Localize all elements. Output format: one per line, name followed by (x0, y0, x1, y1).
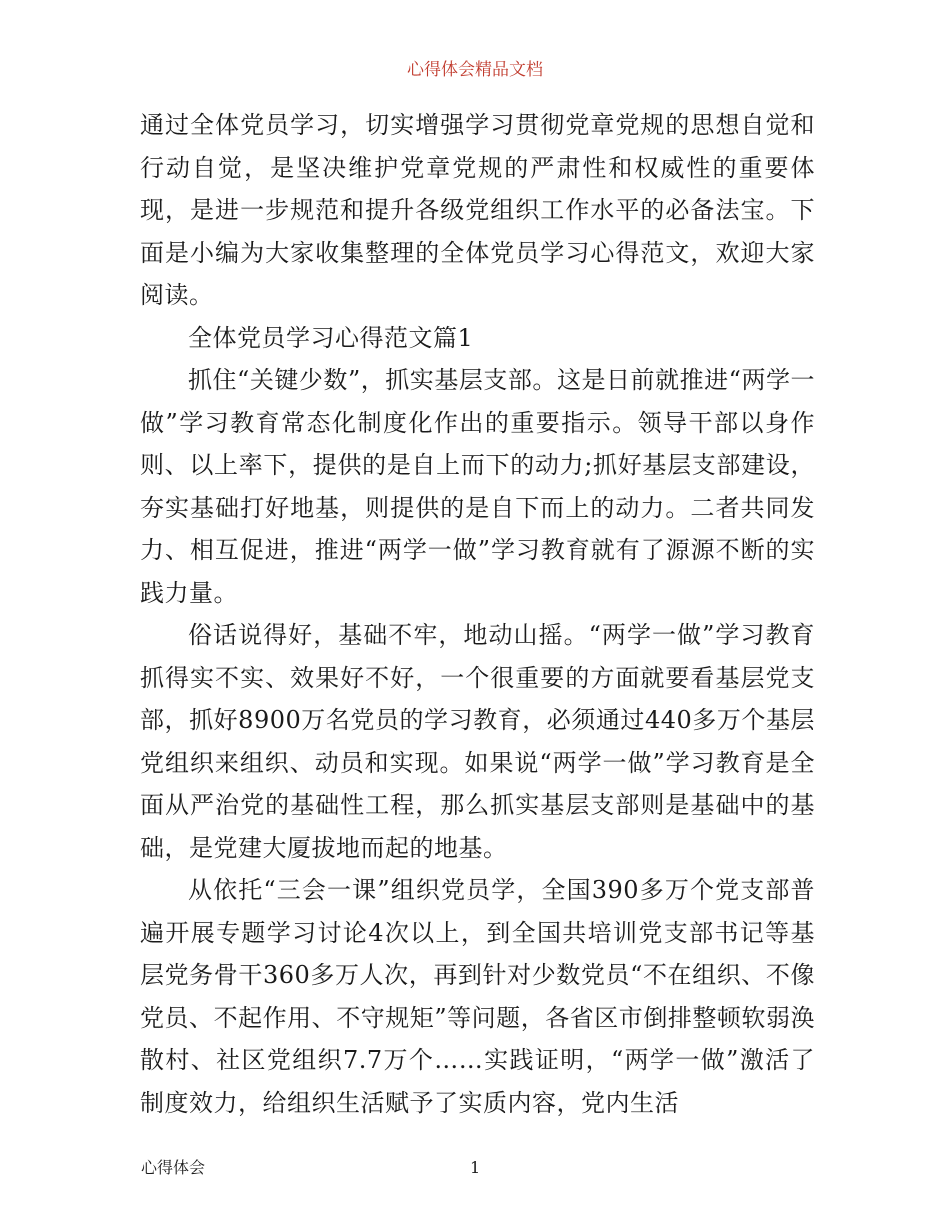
intro-paragraph: 通过全体党员学习，切实增强学习贯彻党章党规的思想自觉和行动自觉，是坚决维护党章党规的严肃性和权威性的重要体现，是进一步规范和提升各级党组织工作水平的必备法宝。下面是小编为大家收集整理的全体党员学习心得范文，欢迎大家阅读。 (140, 111, 815, 309)
footer-label: 心得体会 (141, 1158, 206, 1177)
document-body (140, 104, 815, 1124)
page-number: 1 (470, 1158, 481, 1177)
body-paragraph-1: 抓住“关键少数”，抓实基层支部。这是日前就推进“两学一做”学习教育常态化制度化作出的重要指示。领导干部以身作则、以上率下，提供的是自上而下的动力;抓好基层支部建设，夯实基础打好地基，则提供的是自下而上的动力。二者共同发力、相互促进，推进“两学一做”学习教育就有了源源不断的实践力量。 (140, 366, 815, 607)
body-paragraph-2: 俗话说得好，基础不牢，地动山摇。“两学一做”学习教育抓得实不实、效果好不好，一个很重要的方面就要看基层党支部，抓好8900万名党员的学习教育，必须通过440多万个基层党组织来组织、动员和实现。如果说“两学一做”学习教育是全面从严治党的基础性工程，那么抓实基层支部则是基础中的基础，是党建大厦拔地而起的地基。 (140, 621, 815, 862)
page-header-title: 心得体会精品文档 (407, 60, 543, 80)
section-title: 全体党员学习心得范文篇1 (188, 323, 474, 352)
body-paragraph-3: 从依托“三会一课”组织党员学，全国390多万个党支部普遍开展专题学习讨论4次以上，到全国共培训党支部书记等基层党务骨干360多万人次，再到针对少数党员“不在组织、不像党员、不起作用、不守规矩”等问题，各省区市倒排整顿软弱涣散村、社区党组织7.7万个……实践证明，“两学一做”激活了制度效力，给组织生活赋予了实质内容，党内生活 (140, 876, 815, 1117)
